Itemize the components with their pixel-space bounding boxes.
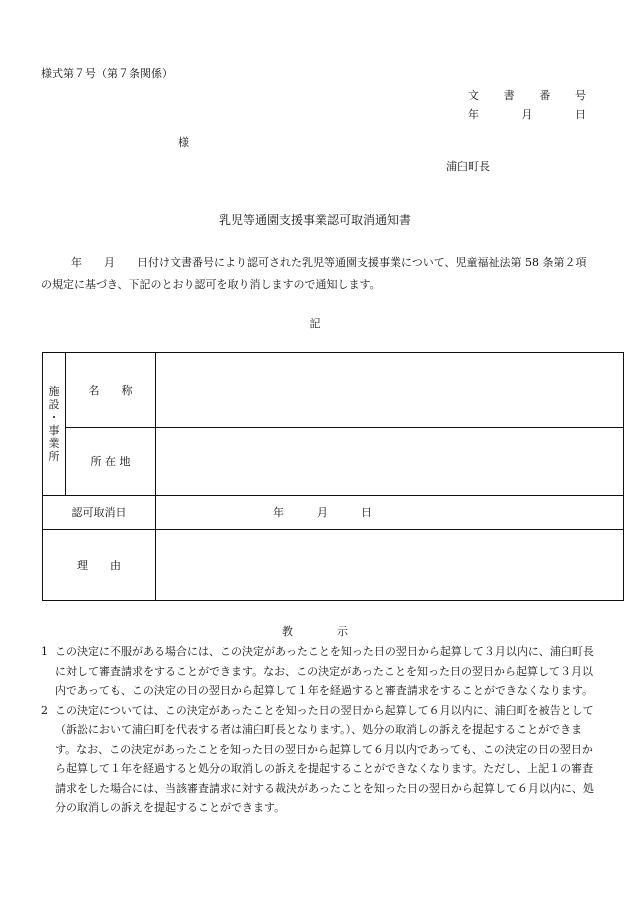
revocation-date-label: 認可取消日 (43, 496, 156, 530)
docnum-char: 書 (503, 89, 515, 102)
issuer: 浦臼町長 (446, 160, 490, 173)
details-table (42, 352, 624, 601)
date-month: 月 (521, 108, 533, 121)
intro-text: 年 月 日付け文書番号により認可された乳児等通園支援事業について、児童福祉法第 58 条第２項の規定に基づき、下記のとおり認可を取り消しますので通知します。 (41, 256, 587, 291)
kyoji-heading: 教 示 (282, 625, 348, 638)
ki-heading: 記 (309, 317, 321, 330)
address-field[interactable] (156, 428, 624, 496)
instruction-text: この決定については、この決定があったことを知った日の翌日から起算して６月以内に、浦臼町を被告として（訴訟において浦臼町を代表する者は浦臼町長となります。）、処分の取消しの訴えを提起することができます。なお、この決定があったことを知った日の翌日から起算して６月以内であっても、この決定の日の翌日から起算して１年を経過すると処分の取消しの訴えを提起することができなくなります。ただし、上記１の審査請求をした場合には、当該審査請求に対する裁決があったことを知った日の翌日から起算して６月以内に、処分の取消しの訴えを提起することができます。 (55, 703, 594, 814)
facility-group-label: 施 設 ・ 事 業 所 (43, 353, 66, 496)
docnum-char: 号 (574, 89, 586, 102)
intro-paragraph (41, 252, 593, 296)
revocation-date-value: 年 月 日 (273, 506, 372, 519)
name-label: 名 称 (66, 353, 156, 428)
addressee: 様 (178, 136, 189, 149)
instruction-item (41, 642, 601, 701)
instruction-text: この決定に不服がある場合には、この決定があったことを知った日の翌日から起算して３月以内に、浦臼町長に対して審査請求をすることができます。なお、この決定があったことを知った日の翌日から起算して３月以内であっても、この決定の日の翌日から起算して１年を経過すると審査請求をすることができなくなります。 (55, 645, 594, 697)
form-label: 様式第７号（第７条関係） (41, 67, 173, 80)
docnum-char: 文 (468, 89, 479, 102)
revocation-date-field[interactable] (156, 496, 624, 530)
instructions-list (41, 642, 601, 818)
instruction-item (41, 701, 601, 818)
instruction-number: 2 (41, 703, 48, 717)
docnum-char: 番 (539, 89, 551, 102)
address-label: 所 在 地 (66, 428, 156, 496)
document-number (468, 90, 586, 101)
reason-label: 理 由 (43, 530, 156, 601)
date-year: 年 (468, 108, 479, 121)
issue-date (468, 109, 586, 120)
date-day: 日 (575, 108, 586, 121)
name-field[interactable] (156, 353, 624, 428)
reason-field[interactable] (156, 530, 624, 601)
document-title: 乳児等通園支援事業認可取消通知書 (218, 213, 411, 227)
instruction-number: 1 (41, 645, 48, 658)
